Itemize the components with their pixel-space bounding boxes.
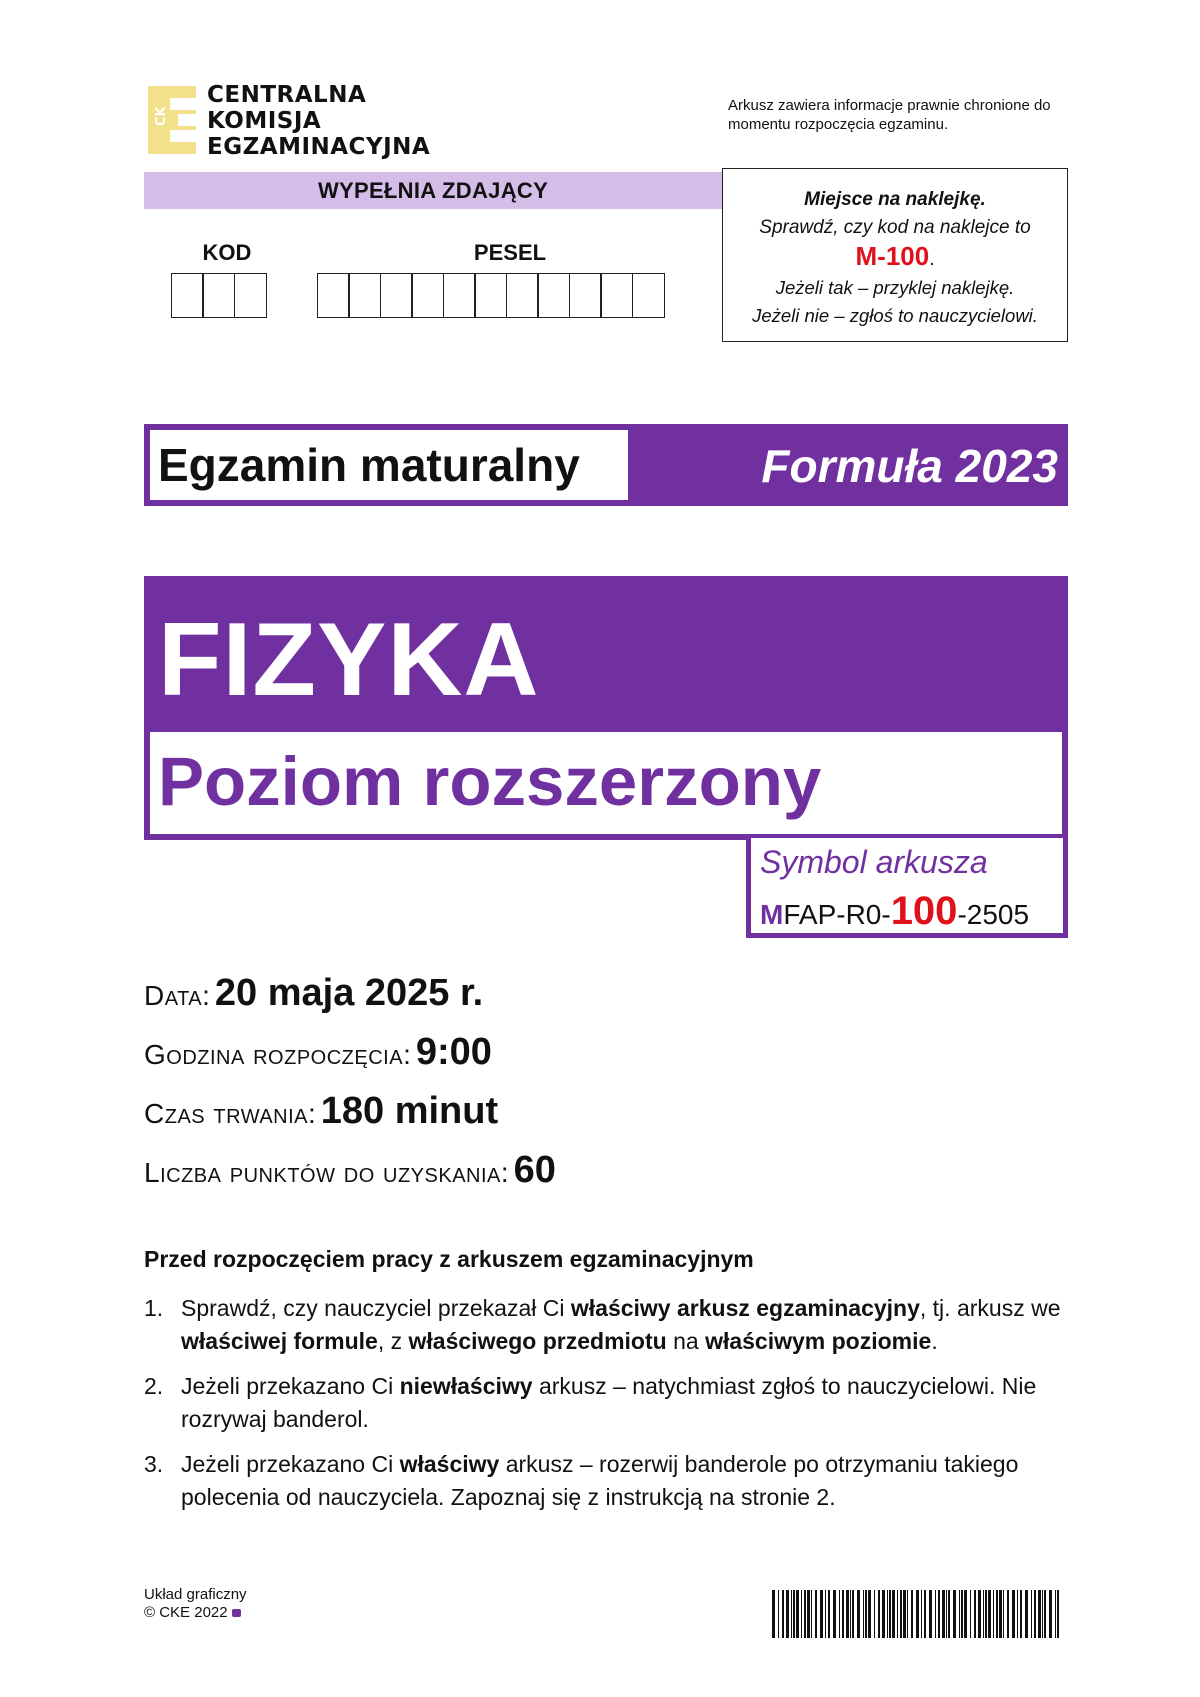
barcode-bar xyxy=(900,1590,902,1638)
kod-input-boxes[interactable] xyxy=(172,273,267,318)
kod-digit-box[interactable] xyxy=(234,273,267,318)
barcode-bar xyxy=(846,1590,849,1638)
barcode-bar xyxy=(1012,1590,1015,1638)
kod-label: KOD xyxy=(202,240,252,265)
exam-date xyxy=(144,972,483,1015)
barcode-bar xyxy=(935,1590,936,1638)
pesel-digit-box[interactable] xyxy=(348,273,381,318)
sticker-title: Miejsce na naklejkę. xyxy=(804,189,986,210)
barcode-bar xyxy=(778,1590,779,1638)
barcode-bar xyxy=(970,1590,971,1638)
instruction-number: 3. xyxy=(144,1451,164,1477)
barcode-bar xyxy=(811,1590,812,1638)
pesel-digit-box[interactable] xyxy=(443,273,476,318)
logo-line: CENTRALNA xyxy=(207,82,367,108)
barcode-bar xyxy=(946,1590,947,1638)
barcode-bar xyxy=(974,1590,976,1638)
barcode-bar xyxy=(1055,1590,1056,1638)
exam-title: Egzamin maturalny xyxy=(150,430,628,500)
barcode-bar xyxy=(1017,1590,1018,1638)
exam-duration xyxy=(144,1090,498,1133)
institution-name xyxy=(207,82,430,160)
barcode-bar xyxy=(964,1590,967,1638)
pesel-input-boxes[interactable] xyxy=(318,273,665,318)
barcode-bar xyxy=(938,1590,940,1638)
exam-start-time xyxy=(144,1031,492,1074)
fill-by-candidate-band: WYPEŁNIA ZDAJĄCY xyxy=(144,172,722,209)
barcode-bar xyxy=(865,1590,867,1638)
instruction-text-part: właściwym poziomie xyxy=(705,1328,932,1354)
instruction-text-part: niewłaściwy xyxy=(399,1373,533,1399)
sticker-code-suffix: . xyxy=(929,249,935,270)
symbol-prefix-m: M xyxy=(760,899,784,930)
barcode-bar xyxy=(907,1590,908,1638)
pesel-digit-box[interactable] xyxy=(600,273,633,318)
exam-level: Poziom rozszerzony xyxy=(158,743,822,820)
instructions-heading: Przed rozpoczęciem pracy z arkuszem egzaminacyjnym xyxy=(144,1246,754,1272)
barcode-bar xyxy=(892,1590,895,1638)
barcode-bar xyxy=(815,1590,817,1638)
date-value: 20 maja 2025 r. xyxy=(214,972,484,1014)
barcode-bar xyxy=(961,1590,963,1638)
instructions-list xyxy=(144,1292,1074,1526)
start-value: 9:00 xyxy=(415,1031,492,1073)
barcode-bar xyxy=(878,1590,880,1638)
barcode-bar xyxy=(842,1590,844,1638)
duration-label: Czas trwania: xyxy=(144,1098,317,1129)
symbol-prefix: FAP-R0- xyxy=(783,899,891,930)
barcode-bar xyxy=(782,1590,784,1638)
logo-line: KOMISJA xyxy=(207,108,322,134)
instruction-text-part: właściwego przedmiotu xyxy=(408,1328,667,1354)
instruction-text-part: , z xyxy=(377,1328,409,1354)
barcode-bar xyxy=(1007,1590,1009,1638)
pesel-digit-box[interactable] xyxy=(411,273,444,318)
barcode-bar xyxy=(793,1590,795,1638)
points-label: Liczba punktów do uzyskania: xyxy=(144,1157,510,1188)
graphic-design-credit xyxy=(144,1586,247,1622)
instruction-text-part: . xyxy=(931,1328,938,1354)
symbol-suffix: -2505 xyxy=(957,899,1030,930)
barcode-bar xyxy=(903,1590,906,1638)
barcode-bar xyxy=(983,1590,984,1638)
barcode-bar xyxy=(897,1590,898,1638)
instruction-number: 1. xyxy=(144,1295,164,1321)
barcode-bar xyxy=(1034,1590,1036,1638)
instruction-text-part: Jeżeli przekazano Ci xyxy=(181,1451,400,1477)
kod-digit-box[interactable] xyxy=(171,273,204,318)
barcode-bar xyxy=(999,1590,1002,1638)
barcode-bar xyxy=(988,1590,991,1638)
barcode-bar xyxy=(850,1590,851,1638)
barcode-bar xyxy=(921,1590,922,1638)
barcode-bar xyxy=(796,1590,799,1638)
barcode-bar xyxy=(852,1590,854,1638)
barcode-bar xyxy=(929,1590,932,1638)
barcode-bar xyxy=(825,1590,826,1638)
pesel-digit-box[interactable] xyxy=(317,273,350,318)
barcode-bar xyxy=(985,1590,987,1638)
barcode-bar xyxy=(882,1590,885,1638)
sticker-code: M-100 xyxy=(855,241,930,271)
sheet-symbol-code xyxy=(760,888,1029,938)
barcode-bar xyxy=(828,1590,830,1638)
barcode-bar xyxy=(863,1590,864,1638)
start-label: Godzina rozpoczęcia: xyxy=(144,1039,412,1070)
barcode-bar xyxy=(1038,1590,1041,1638)
instruction-text-part: arkusz – rozerwij banderole po otrzymaniu takiego polecenia od nauczyciela. Zapoznaj się z instrukcją na stronie 2. xyxy=(181,1451,1019,1510)
barcode-bar xyxy=(1031,1590,1032,1638)
instruction-item xyxy=(144,1448,1074,1514)
duration-value: 180 minut xyxy=(320,1090,499,1132)
instruction-text-part: właściwy xyxy=(399,1451,500,1477)
date-label: Data: xyxy=(144,980,211,1011)
exam-points xyxy=(144,1149,556,1192)
barcode-bar xyxy=(804,1590,806,1638)
points-value: 60 xyxy=(513,1149,556,1191)
barcode-icon xyxy=(770,1590,1062,1638)
barcode-bar xyxy=(857,1590,860,1638)
sticker-instruction-yes: Jeżeli tak – przyklej naklejkę. xyxy=(775,277,1015,298)
barcode-bar xyxy=(1044,1590,1046,1638)
barcode-bar xyxy=(1057,1590,1059,1638)
instruction-number: 2. xyxy=(144,1373,164,1399)
barcode-bar xyxy=(791,1590,792,1638)
sticker-code-line xyxy=(723,242,1067,274)
barcode-bar xyxy=(996,1590,998,1638)
pesel-digit-box[interactable] xyxy=(569,273,602,318)
instruction-text-part: właściwy arkusz egzaminacyjny xyxy=(570,1295,920,1321)
instruction-text xyxy=(181,1448,1074,1514)
cke-logo-icon xyxy=(148,86,196,154)
barcode-bar xyxy=(786,1590,789,1638)
copyright-text: © CKE 2022 xyxy=(144,1604,228,1621)
pesel-digit-box[interactable] xyxy=(380,273,413,318)
pesel-digit-box[interactable] xyxy=(474,273,507,318)
barcode-bar xyxy=(1003,1590,1004,1638)
pesel-digit-box[interactable] xyxy=(506,273,539,318)
sticker-check-text: Sprawdź, czy kod na naklejce to xyxy=(759,217,1031,238)
credit-line xyxy=(144,1604,247,1622)
barcode-bar xyxy=(807,1590,810,1638)
barcode-bar xyxy=(916,1590,919,1638)
barcode-bar xyxy=(1042,1590,1043,1638)
instruction-text-part: na xyxy=(666,1328,706,1354)
instruction-text-part: , tj. arkusz we xyxy=(919,1295,1061,1321)
barcode-bar xyxy=(889,1590,891,1638)
instruction-text xyxy=(181,1370,1074,1436)
legal-note: Arkusz zawiera informacje prawnie chronione do momentu rozpoczęcia egzaminu. xyxy=(728,97,1051,133)
barcode-bar xyxy=(948,1590,950,1638)
instruction-text-part: właściwej formule xyxy=(181,1328,378,1354)
barcode-bar xyxy=(839,1590,840,1638)
barcode-bar xyxy=(874,1590,875,1638)
barcode-bar xyxy=(1049,1590,1052,1638)
barcode-bar xyxy=(942,1590,945,1638)
logo-line: EGZAMINACYJNA xyxy=(207,134,431,160)
barcode-bar xyxy=(953,1590,956,1638)
sticker-area xyxy=(722,168,1068,342)
instruction-text-part: Sprawdź, czy nauczyciel przekazał Ci xyxy=(181,1295,571,1321)
barcode-bar xyxy=(820,1590,823,1638)
credit-line: Układ graficzny xyxy=(144,1586,247,1603)
barcode-bar xyxy=(1025,1590,1028,1638)
instruction-text-part: Jeżeli przekazano Ci xyxy=(181,1373,400,1399)
svg-text:CK: CK xyxy=(154,106,169,126)
barcode-bar xyxy=(911,1590,913,1638)
sticker-instruction-no: Jeżeli nie – zgłoś to nauczycielowi. xyxy=(752,305,1038,326)
pesel-label: PESEL xyxy=(473,240,547,265)
cke-mark-icon xyxy=(232,1609,241,1617)
instruction-item xyxy=(144,1370,1074,1436)
barcode-bar xyxy=(868,1590,871,1638)
barcode-bar xyxy=(1020,1590,1022,1638)
pesel-digit-box[interactable] xyxy=(537,273,570,318)
barcode-bar xyxy=(772,1590,775,1638)
barcode-bar xyxy=(993,1590,994,1638)
pesel-digit-box[interactable] xyxy=(632,273,665,318)
barcode-bar xyxy=(978,1590,981,1638)
subject-name: FIZYKA xyxy=(158,602,540,718)
barcode-bar xyxy=(887,1590,888,1638)
barcode-bar xyxy=(924,1590,926,1638)
instruction-text xyxy=(181,1292,1074,1358)
exam-formula: Formuła 2023 xyxy=(761,440,1058,492)
symbol-number: 100 xyxy=(890,889,958,933)
kod-digit-box[interactable] xyxy=(202,273,235,318)
barcode-bar xyxy=(833,1590,836,1638)
instruction-item xyxy=(144,1292,1074,1358)
barcode-bar xyxy=(959,1590,960,1638)
sheet-symbol-label: Symbol arkusza xyxy=(760,844,988,880)
instruction-text-part: arkusz – natychmiast zgłoś to nauczycielowi. Nie rozrywaj banderol. xyxy=(181,1373,1037,1432)
barcode-bar xyxy=(801,1590,802,1638)
